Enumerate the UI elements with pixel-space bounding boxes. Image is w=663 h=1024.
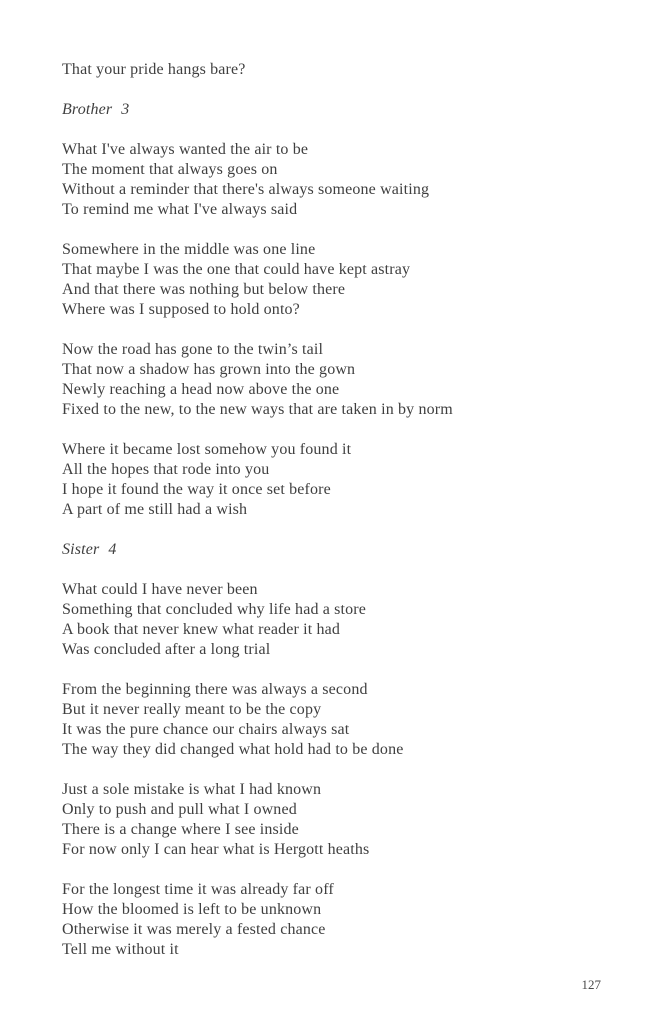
poem-line: Fixed to the new, to the new ways that are taken in by norm xyxy=(62,401,453,418)
stanza xyxy=(62,140,623,220)
stanza xyxy=(62,780,623,860)
poem-line: Where was I supposed to hold onto? xyxy=(62,301,300,318)
poem-line: A part of me still had a wish xyxy=(62,501,248,518)
poem-line: From the beginning there was always a second xyxy=(62,681,368,698)
stanza xyxy=(62,880,623,960)
poem-content xyxy=(62,60,623,980)
section-heading-title: Brother xyxy=(62,101,113,118)
poem-line: Something that concluded why life had a store xyxy=(62,601,367,618)
poem-line: Just a sole mistake is what I had known xyxy=(62,781,322,798)
stanza xyxy=(62,680,623,760)
poem-line: That maybe I was the one that could have kept astray xyxy=(62,261,411,278)
stanza xyxy=(62,240,623,320)
poem-line: All the hopes that rode into you xyxy=(62,461,270,478)
poem-line: To remind me what I've always said xyxy=(62,201,298,218)
poem-line: Without a reminder that there's always someone waiting xyxy=(62,181,430,198)
section-heading-number: 4 xyxy=(108,541,117,558)
section-heading-title: Sister xyxy=(62,541,100,558)
poem-line: Where it became lost somehow you found it xyxy=(62,441,352,458)
stanza xyxy=(62,440,623,520)
poem-line: That your pride hangs bare? xyxy=(62,61,246,78)
section-heading-sister xyxy=(62,540,623,560)
poem-line: Newly reaching a head now above the one xyxy=(62,381,340,398)
poem-line: That now a shadow has grown into the gown xyxy=(62,361,356,378)
poem-line: The moment that always goes on xyxy=(62,161,278,178)
poem-line: But it never really meant to be the copy xyxy=(62,701,322,718)
poem-line: Was concluded after a long trial xyxy=(62,641,271,658)
poem-line: For now only I can hear what is Hergott heaths xyxy=(62,841,370,858)
poem-line: Now the road has gone to the twin’s tail xyxy=(62,341,324,358)
stanza xyxy=(62,580,623,660)
poem-line: The way they did changed what hold had to be done xyxy=(62,741,404,758)
poem-line: Only to push and pull what I owned xyxy=(62,801,297,818)
poem-line: For the longest time it was already far off xyxy=(62,881,334,898)
poem-line: What could I have never been xyxy=(62,581,258,598)
poem-line: A book that never knew what reader it had xyxy=(62,621,341,638)
poem-line: I hope it found the way it once set before xyxy=(62,481,331,498)
poem-line: Otherwise it was merely a fested chance xyxy=(62,921,326,938)
poem-single-line-block xyxy=(62,60,623,80)
poem-line: It was the pure chance our chairs always sat xyxy=(62,721,350,738)
section-heading-brother xyxy=(62,100,623,120)
poem-line: There is a change where I see inside xyxy=(62,821,299,838)
poem-line: Tell me without it xyxy=(62,941,179,958)
poem-line: Somewhere in the middle was one line xyxy=(62,241,316,258)
poem-line: How the bloomed is left to be unknown xyxy=(62,901,322,918)
poem-line: What I've always wanted the air to be xyxy=(62,141,309,158)
poem-line: And that there was nothing but below there xyxy=(62,281,346,298)
section-heading-number: 3 xyxy=(121,101,130,118)
page-number: 127 xyxy=(581,977,601,992)
stanza xyxy=(62,340,623,420)
